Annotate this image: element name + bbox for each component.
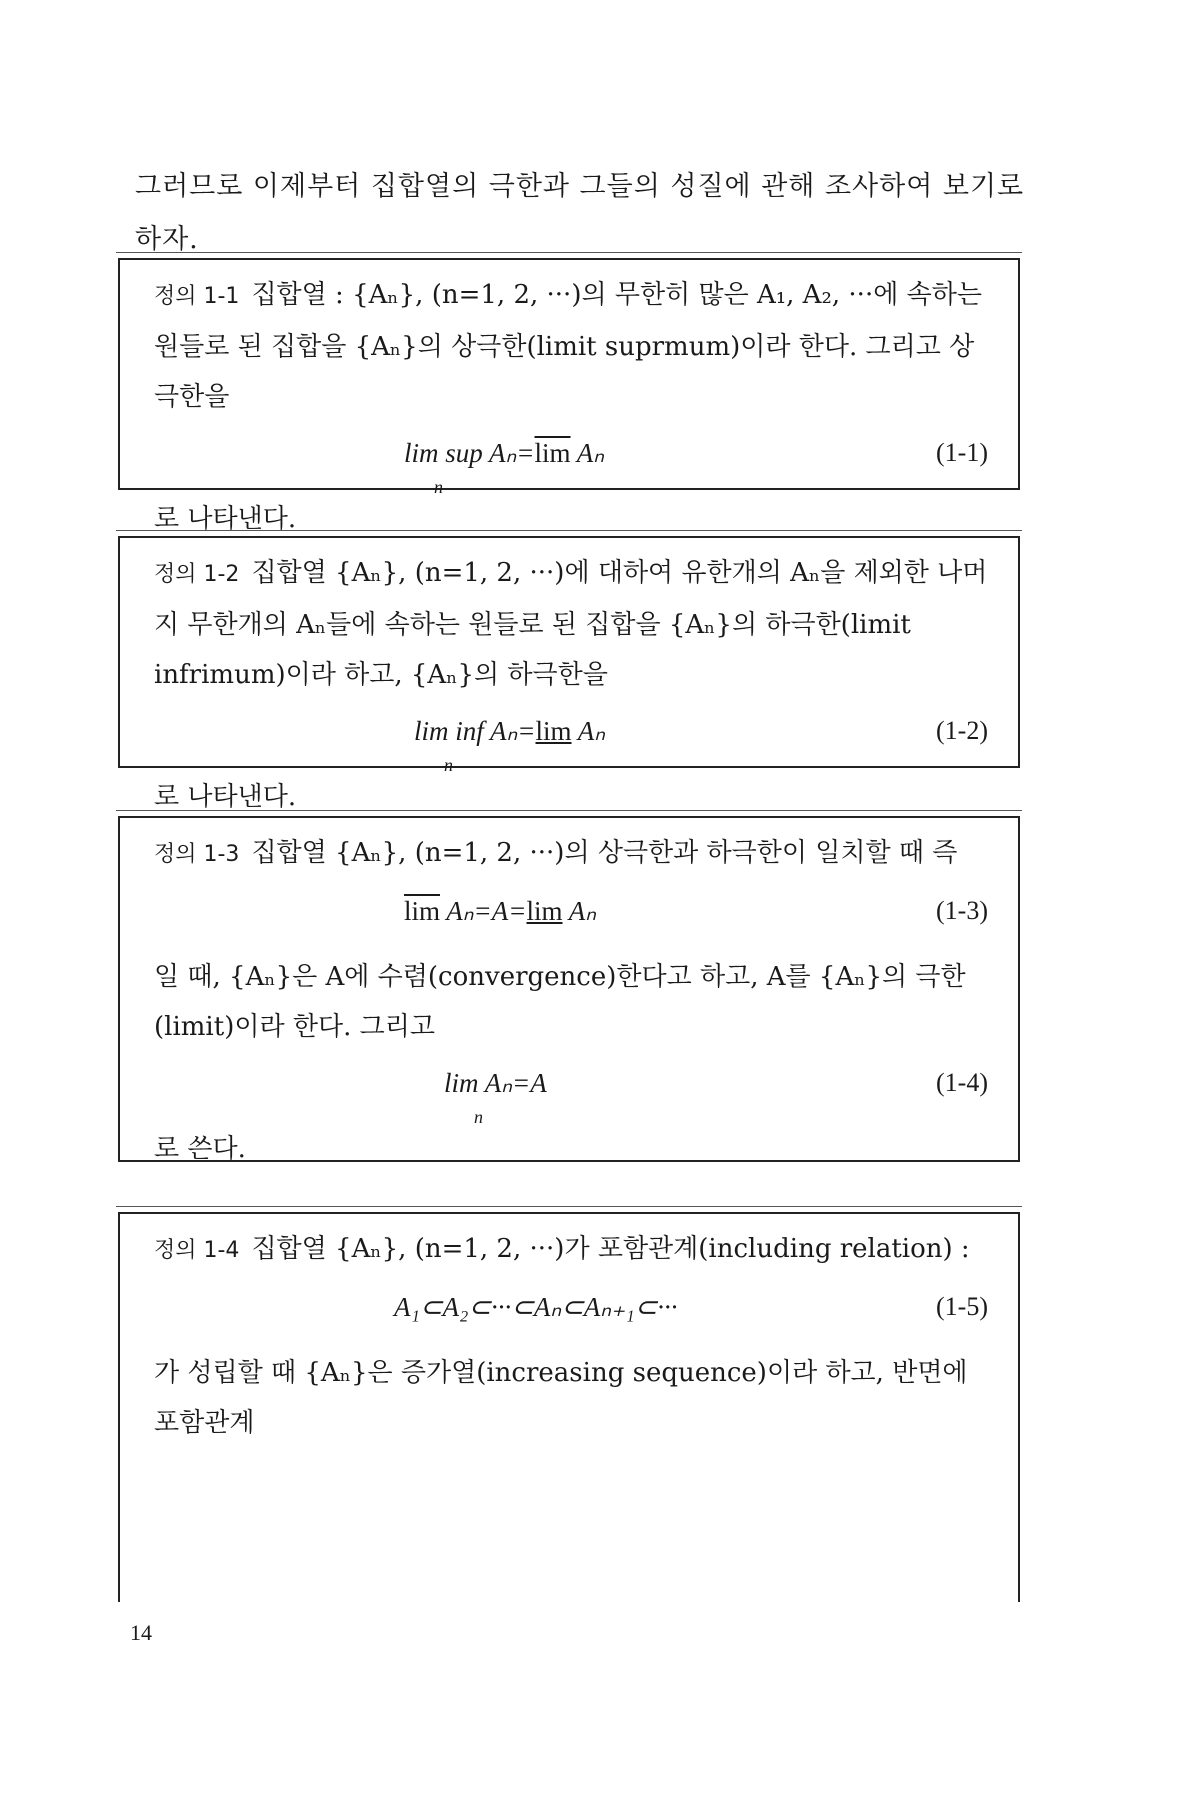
definition-1-4-closing: 가 성립할 때 {Aₙ}은 증가열(increasing sequence)이라 하고, 반면에 포함관계 <box>154 1358 968 1438</box>
formula-1-3-rhs: Aₙ <box>562 896 596 926</box>
formula-1-1-row <box>154 424 990 497</box>
equation-number-1-2: (1-2) <box>936 716 988 745</box>
formula-1-2-row <box>154 702 990 775</box>
formula-1-2 <box>414 706 606 775</box>
formula-1-4-subscript: n <box>474 1107 483 1127</box>
formula-1-2-lhs: lim inf Aₙ= <box>414 716 536 746</box>
definition-1-1-closing: 로 나타낸다. <box>154 504 297 534</box>
formula-1-3-op: $\overline{lim}$ <box>404 896 441 926</box>
intro-paragraph <box>135 160 1035 266</box>
formula-1-5-row <box>154 1278 990 1344</box>
intro-text: 그러므로 이제부터 집합열의 극한과 그들의 성질에 관해 조사하여 보기로 하자. <box>135 171 1025 255</box>
definition-1-4-text <box>154 1224 990 1276</box>
definition-1-1-label: 정의 1-1 <box>154 284 240 309</box>
definition-1-1-text <box>154 270 990 422</box>
equation-number-1-1: (1-1) <box>936 438 988 467</box>
formula-1-4-row <box>154 1054 990 1127</box>
definition-1-2-body: 집합열 {Aₙ}, (n=1, 2, ···)에 대하여 유한개의 Aₙ을 제외한 나머지 무한개의 Aₙ들에 속하는 원들로 된 집합을 {Aₙ}의 하극한(limit infrimum)이라 하고, {Aₙ}의 하극한을 <box>154 558 988 690</box>
equation-number-1-5: (1-5) <box>936 1292 988 1321</box>
definition-1-2-box <box>118 536 1020 812</box>
formula-1-1 <box>404 428 605 497</box>
formula-1-4-text: lim Aₙ=A <box>444 1068 547 1098</box>
formula-1-2-rhs: Aₙ <box>571 716 606 746</box>
equation-number-1-3: (1-3) <box>936 896 988 925</box>
formula-1-2-subscript: n <box>444 755 453 775</box>
definition-1-1-body: 집합열 : {Aₙ}, (n=1, 2, ···)의 무한히 많은 A₁, A₂, ···에 속하는 원들로 된 집합을 {Aₙ}의 상극한(limit suprmum)이라 한다. 그리고 상극한을 <box>154 280 982 412</box>
formula-1-1-subscript: n <box>434 477 443 497</box>
definition-1-3-closing: 로 쓴다. <box>154 1134 246 1164</box>
formula-1-1-op: $\overline{lim}$ <box>534 438 571 468</box>
formula-1-3-row <box>154 882 990 948</box>
formula-1-3-op2: lim <box>526 896 563 926</box>
definition-1-4-label: 정의 1-4 <box>154 1238 240 1263</box>
formula-1-1-lhs: lim sup Aₙ= <box>404 438 535 468</box>
definition-1-1-box <box>118 258 1020 534</box>
formula-1-1-rhs: Aₙ <box>570 438 605 468</box>
formula-1-2-op: lim <box>535 716 572 746</box>
definition-1-4-box <box>118 1212 1020 1602</box>
definition-1-3-text <box>154 828 990 880</box>
formula-1-4 <box>444 1058 547 1127</box>
definition-1-3-body: 집합열 {Aₙ}, (n=1, 2, ···)의 상극한과 하극한이 일치할 때 즉 <box>251 838 958 868</box>
definition-1-2-closing: 로 나타낸다. <box>154 782 297 812</box>
definition-1-2-label: 정의 1-2 <box>154 562 240 587</box>
definition-1-3-middle: 일 때, {Aₙ}은 A에 수렴(convergence)한다고 하고, A를 {Aₙ}의 극한(limit)이라 한다. 그리고 <box>154 962 966 1042</box>
formula-1-3-mid: Aₙ=A= <box>440 896 527 926</box>
equation-number-1-4: (1-4) <box>936 1068 988 1097</box>
definition-1-4-body: 집합열 {Aₙ}, (n=1, 2, ···)가 포함관계(including relation) : <box>251 1234 970 1264</box>
formula-1-5: A₁⊂A₂⊂···⊂Aₙ⊂Aₙ₊₁⊂··· <box>394 1292 678 1322</box>
page-number: 14 <box>130 1620 152 1645</box>
formula-1-3 <box>404 886 596 936</box>
definition-1-3-box <box>118 816 1020 1162</box>
definition-1-2-text <box>154 548 990 700</box>
definition-1-3-label: 정의 1-3 <box>154 842 240 867</box>
